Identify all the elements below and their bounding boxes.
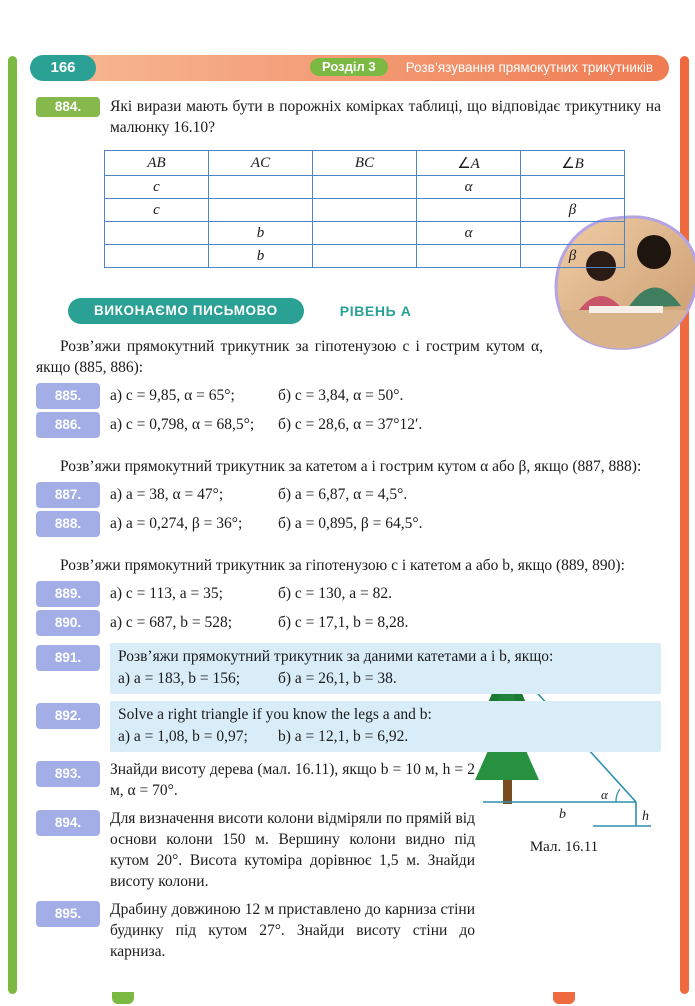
- cell: b: [209, 245, 313, 268]
- exercise-888-part-a: а) a = 0,274, β = 36°;: [110, 515, 243, 532]
- exercise-887-number: 887.: [36, 482, 100, 508]
- exercise-890: [36, 610, 661, 636]
- exercise-887: [36, 482, 661, 508]
- exercise-889-part-a: а) c = 113, a = 35;: [110, 585, 223, 602]
- cell: c: [105, 176, 209, 199]
- exercise-888: [36, 511, 661, 537]
- exercise-895-number: 895.: [36, 901, 100, 927]
- exercise-885-part-b: б) c = 3,84, α = 50°.: [278, 387, 404, 404]
- cell: [313, 222, 417, 245]
- exercise-886-number: 886.: [36, 412, 100, 438]
- col-header-AC: AC: [209, 151, 313, 176]
- exercise-891: [36, 643, 661, 694]
- section-level-label: РІВЕНЬ А: [339, 303, 412, 319]
- exercise-893: [36, 759, 661, 801]
- cell: [105, 245, 209, 268]
- exercise-886-part-b: б) c = 28,6, α = 37°12′.: [278, 416, 423, 433]
- angle-alpha-label: α: [601, 787, 608, 802]
- exercise-891-part-a: а) a = 183, b = 156;: [118, 670, 241, 687]
- exercise-891-parts: [118, 668, 653, 689]
- exercise-890-number: 890.: [36, 610, 100, 636]
- table-row: [105, 222, 625, 245]
- problem-884-text: Які вирази мають бути в порожніх комірках таблиці, що відповідає трикутнику на малюнку 16.10?: [110, 98, 661, 136]
- cell: [521, 176, 625, 199]
- cell: α: [417, 176, 521, 199]
- cell: [313, 199, 417, 222]
- exercise-891-part-b: б) a = 26,1, b = 38.: [278, 670, 397, 687]
- exercise-892-text: Solve a right triangle if you know the legs a and b:: [118, 706, 432, 723]
- page-header: [30, 55, 669, 81]
- exercise-893-number: 893.: [36, 761, 100, 787]
- cell: c: [105, 199, 209, 222]
- col-header-AB: AB: [105, 151, 209, 176]
- exercise-895: [36, 899, 661, 962]
- cell: β: [521, 245, 625, 268]
- table-header-row: [105, 151, 625, 176]
- exercise-891-number: 891.: [36, 645, 100, 671]
- exercise-891-body: [110, 643, 661, 694]
- exercise-892-part-b: b) a = 12,1, b = 6,92.: [278, 728, 409, 745]
- group-1-intro: Розв’яжи прямокутний трикутник за гіпотенузою c і гострим кутом α, якщо (885, 886):: [36, 338, 543, 376]
- exercise-888-part-b: б) a = 0,895, β = 64,5°.: [278, 515, 423, 532]
- exercise-885-part-a: а) c = 9,85, α = 65°;: [110, 387, 235, 404]
- section-header: [68, 298, 661, 324]
- exercise-895-body: [110, 899, 661, 962]
- chapter-bar: [64, 55, 669, 81]
- table-row: [105, 245, 625, 268]
- exercise-886-part-a: а) c = 0,798, α = 68,5°;: [110, 416, 255, 433]
- exercise-886: [36, 412, 661, 438]
- exercise-894: [36, 808, 661, 892]
- exercise-892: [36, 701, 661, 752]
- exercise-887-part-a: а) a = 38, α = 47°;: [110, 486, 224, 503]
- cell: α: [417, 222, 521, 245]
- left-border-strip: [8, 56, 17, 994]
- exercise-892-body: [110, 701, 661, 752]
- exercise-894-number: 894.: [36, 810, 100, 836]
- page-content: [36, 96, 661, 969]
- exercise-890-part-b: б) c = 17,1, b = 8,28.: [278, 614, 409, 631]
- cell: [105, 222, 209, 245]
- exercise-891-text: Розв’яжи прямокутний трикутник за даними катетами a і b, якщо:: [118, 648, 554, 665]
- figure-caption: Мал. 16.11: [529, 839, 599, 855]
- exercise-893-body: [110, 759, 661, 801]
- exercise-892-parts: [118, 726, 653, 747]
- exercise-887-part-b: б) a = 6,87, α = 4,5°.: [278, 486, 408, 503]
- exercise-894-body: [110, 808, 661, 892]
- cell: b: [209, 222, 313, 245]
- height-h-label: h: [642, 809, 649, 824]
- exercise-892-number: 892.: [36, 703, 100, 729]
- right-border-strip: [680, 56, 689, 994]
- cell: β: [521, 199, 625, 222]
- exercise-894-text: Для визначення висоти колони відміряли по прямій від основи колони 150 м. Вершину колони видно під кутом 20°. Висота кутоміра дорівнює 1,5 м. Знайди висоту колони.: [110, 810, 475, 890]
- exercise-889: [36, 581, 661, 607]
- exercise-885: [36, 383, 661, 409]
- table-row: [105, 176, 625, 199]
- cell: [521, 222, 625, 245]
- exercise-893-text: Знайди висоту дерева (мал. 16.11), якщо b = 10 м, h = 2 м, α = 70°.: [110, 761, 475, 799]
- bottom-orange-tab: [553, 992, 575, 1004]
- base-b-label: b: [559, 807, 566, 822]
- cell: [313, 176, 417, 199]
- exercise-892-part-a: а) a = 1,08, b = 0,97;: [118, 728, 248, 745]
- cell: [417, 245, 521, 268]
- exercise-888-number: 888.: [36, 511, 100, 537]
- col-header-angle-B: ∠B: [521, 151, 625, 176]
- exercise-895-text: Драбину довжиною 12 м приставлено до карниза стіни будинку під кутом 27°. Знайди висоту стіни до карниза.: [110, 901, 475, 960]
- exercise-889-number: 889.: [36, 581, 100, 607]
- cell: [209, 176, 313, 199]
- exercise-885-number: 885.: [36, 383, 100, 409]
- cell: [417, 199, 521, 222]
- cell: [209, 199, 313, 222]
- page-number: 166: [30, 55, 96, 81]
- cell: [313, 245, 417, 268]
- bottom-green-tab: [112, 992, 134, 1004]
- chapter-badge: Розділ 3: [310, 58, 388, 76]
- problem-884-number: 884.: [36, 97, 100, 117]
- table-row: [105, 199, 625, 222]
- triangle-values-table: [104, 150, 625, 268]
- col-header-BC: BC: [313, 151, 417, 176]
- chapter-title: Розв’язування прямокутних трикутників: [405, 60, 653, 75]
- exercise-889-part-b: б) c = 130, a = 82.: [278, 585, 393, 602]
- section-title-pill: ВИКОНАЄМО ПИСЬМОВО: [68, 298, 304, 324]
- col-header-angle-A: ∠A: [417, 151, 521, 176]
- exercise-890-part-a: а) c = 687, b = 528;: [110, 614, 233, 631]
- group-3-intro: Розв’яжи прямокутний трикутник за гіпотенузою c і катетом a або b, якщо (889, 890):: [60, 557, 625, 574]
- problem-884: [36, 96, 661, 138]
- group-2-intro: Розв’яжи прямокутний трикутник за катетом a і гострим кутом α або β, якщо (887, 888):: [60, 458, 642, 475]
